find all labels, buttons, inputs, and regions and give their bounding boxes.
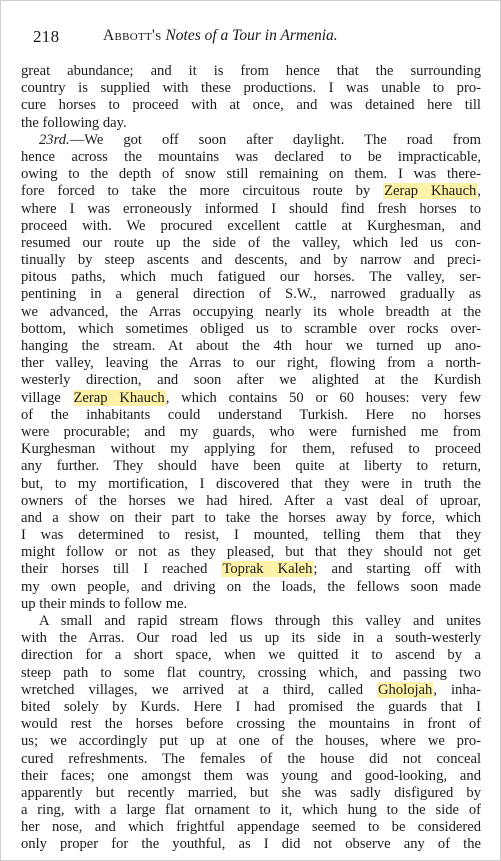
text-line xyxy=(21,407,481,424)
line-text-continued: —We got off soon after daylight. The road from xyxy=(69,131,481,148)
line-text: were procurable; and my guards, who were furnished me from xyxy=(21,423,481,440)
line-text: but, to my mortification, I discovered that they were in truth the xyxy=(21,475,481,492)
text-line xyxy=(21,166,481,183)
running-title-author: Abbott's xyxy=(103,27,162,44)
line-text: where I was erroneously informed I should find fresh horses to xyxy=(21,200,481,217)
text-line xyxy=(21,493,481,510)
running-title-work: Notes of a Tour in Armenia. xyxy=(165,27,338,44)
highlighted-place-name: Zerap Khauch xyxy=(73,389,165,406)
text-line xyxy=(21,183,481,200)
line-text: hanging the stream. At about the 4th hour we turned up ano- xyxy=(21,338,481,354)
text-line xyxy=(21,561,481,578)
line-text: resumed our route up the side of the valley, which led us con- xyxy=(21,234,481,251)
text-line xyxy=(21,355,481,372)
text-line xyxy=(21,819,481,836)
line-text: steep path to some flat country, crossing which, and passing two xyxy=(21,664,481,681)
line-text: fore forced to take the more circuitous route by xyxy=(21,183,384,200)
line-text: wretched villages, we arrived at a third, called xyxy=(21,681,378,698)
line-text: a ring, with a large flat ornament to it, which hung to the side of xyxy=(21,802,481,819)
text-line xyxy=(21,665,481,682)
text-line xyxy=(21,252,481,269)
line-text: bited solely by Kurds. Here I had promised the guards that I xyxy=(21,698,481,715)
text-line xyxy=(21,527,481,544)
line-text: of the inhabitants could understand Turkish. Here no horses xyxy=(21,406,481,423)
line-text: their horses till I reached xyxy=(21,561,222,578)
text-line xyxy=(21,836,481,853)
line-text: we advanced, the Arras occupying nearly its whole breadth at the xyxy=(21,303,481,320)
text-line xyxy=(21,613,481,630)
text-line xyxy=(21,286,481,303)
line-text: I was determined to resist, I mounted, telling them that they xyxy=(21,527,481,544)
line-text: country is supplied with these productions. I was unable to pro- xyxy=(21,80,481,97)
line-text: with the Arras. Our road led us up its side in a south-westerly xyxy=(21,630,481,647)
text-line xyxy=(21,647,481,664)
line-text: pentining in a general direction of S.W., narrowed gradually as xyxy=(21,286,481,303)
line-text: owing to the depth of snow still remaining on them. I was there- xyxy=(21,166,481,183)
line-text: us; we accordingly put up at one of the houses, where we pro- xyxy=(21,733,481,750)
text-line xyxy=(21,424,481,441)
line-text: tinually by steep ascents and descents, and by narrow and preci- xyxy=(21,252,481,269)
line-text: proceed with. We procured excellent cattle at Kurghesman, and xyxy=(21,217,481,234)
text-line xyxy=(21,596,481,613)
text-line xyxy=(21,321,481,338)
text-line xyxy=(21,510,481,527)
line-text: up their minds to follow me. xyxy=(21,595,188,612)
line-text-continued: , xyxy=(477,183,482,200)
line-text: only proper for the youthful, as I did not observe any of the xyxy=(21,836,481,853)
page-number: 218 xyxy=(33,27,60,46)
text-line xyxy=(21,149,481,166)
line-text: A small and rapid stream flows through this valley and unites xyxy=(39,613,481,629)
text-line xyxy=(21,733,481,750)
line-text: ther valley, leaving the Arras to our right, flowing from a north- xyxy=(21,355,481,372)
text-line xyxy=(21,579,481,596)
line-text: the following day. xyxy=(21,114,127,131)
line-text: direction for a short space, when we quitted it to ascend by a xyxy=(21,647,481,664)
line-text: Kurghesman without my applying for them, refused to proceed xyxy=(21,441,481,458)
text-line xyxy=(21,132,481,149)
line-text: my own people, and driving on the loads, the fellows soon made xyxy=(21,578,481,595)
text-line xyxy=(21,716,481,733)
line-text: hence across the mountains was declared to be impracticable, xyxy=(21,148,481,165)
line-text: great abundance; and it is from hence that the surrounding xyxy=(21,63,481,79)
body-text xyxy=(21,63,481,854)
line-text: cure horses to proceed with at once, and was detained here till xyxy=(21,97,481,114)
text-line xyxy=(21,269,481,286)
text-line xyxy=(21,630,481,647)
line-text-continued: , inha- xyxy=(433,681,481,698)
line-text: apparently but recently married, but she was sadly disfigured by xyxy=(21,784,481,801)
text-line xyxy=(21,63,481,80)
text-line xyxy=(21,80,481,97)
line-text: village xyxy=(21,389,73,406)
line-text-continued: ; and starting off with xyxy=(313,561,481,578)
text-line xyxy=(21,441,481,458)
line-text: bottom, which sometimes obliged us to scramble over rocks over- xyxy=(21,320,481,337)
text-line xyxy=(21,699,481,716)
text-line xyxy=(21,802,481,819)
line-text: might follow or not as they pleased, but that they should not get xyxy=(21,544,481,561)
running-title xyxy=(103,27,338,45)
highlighted-place-name: Zerap Khauch xyxy=(384,183,477,200)
text-line xyxy=(21,682,481,699)
date-label: 23rd. xyxy=(39,131,70,148)
text-line xyxy=(21,372,481,389)
line-text: pitous paths, which much fatigued our horses. The valley, ser- xyxy=(21,269,481,286)
text-line xyxy=(21,235,481,252)
text-line xyxy=(21,338,481,355)
page-header xyxy=(33,27,473,51)
text-line xyxy=(21,768,481,785)
line-text-continued: , which contains 50 or 60 houses: very few xyxy=(165,389,481,406)
text-line xyxy=(21,218,481,235)
text-line xyxy=(21,390,481,407)
line-text: and a show on their part to take the horses away by force, which xyxy=(21,509,481,526)
text-line xyxy=(21,97,481,114)
text-line xyxy=(21,476,481,493)
text-line xyxy=(21,544,481,561)
line-text: any further. They should have been quite at liberty to return, xyxy=(21,458,481,475)
text-line xyxy=(21,201,481,218)
text-line xyxy=(21,304,481,321)
line-text: owners of the horses we had hired. After a vast deal of uproar, xyxy=(21,492,481,509)
line-text: their faces; one amongst them was young and good-looking, and xyxy=(21,767,481,784)
line-text: would rest the horses before crossing the mountains in front of xyxy=(21,716,481,733)
text-line xyxy=(21,785,481,802)
line-text: her nose, and which frightful appendage seemed to be considered xyxy=(21,819,481,836)
highlighted-place-name: Gholojah xyxy=(378,681,433,698)
text-line xyxy=(21,458,481,475)
line-text: westerly direction, and soon after we alighted at the Kurdish xyxy=(21,372,481,389)
line-text: cured refreshments. The females of the house did not conceal xyxy=(21,750,481,767)
highlighted-place-name: Toprak Kaleh xyxy=(222,561,313,578)
text-line xyxy=(21,751,481,768)
text-line xyxy=(21,115,481,132)
